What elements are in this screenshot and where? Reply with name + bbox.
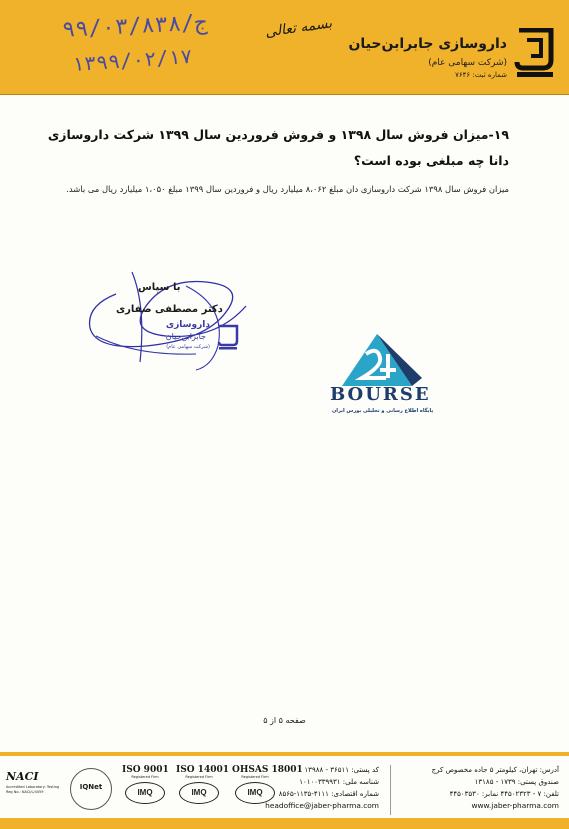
bourse-word: BOURSE [330,384,431,405]
cert-sub: Registered Firm [241,775,269,779]
imq-badge-icon: IMQ [235,782,275,804]
naci-subtitle: Accredited Laboratory: Testing [6,785,60,789]
page-number: صفحه ۵ از ۵ [263,716,306,725]
phone-fax: تلفن: ۷ - ۴۴۵۰۲۳۲۳ نمابر: ۴۴۵۰۳۵۳۰ [449,790,559,798]
stamp-logo-icon [216,324,240,350]
naci-accreditation [6,770,66,794]
naci-logo: NACI [6,770,39,783]
stamp-line-2: جابرابن‌حیان [165,332,206,341]
bourse-watermark [322,332,440,422]
company-info [348,36,507,79]
stamp-line-1: داروسازی [165,320,210,330]
cert-sub: Registered Firm [185,775,213,779]
cert-name: ISO 14001 [176,765,229,775]
footer-divider [0,752,569,756]
imq-badge-icon: IMQ [125,782,165,804]
national-id: شناسه ملی: ۱۰۱۰۰۳۳۹۹۳۱ [299,778,379,786]
bourse-logo-icon [322,332,440,388]
certifications [122,765,303,815]
cert-iso14001 [176,765,229,804]
address: آدرس: تهران، کیلومتر ۵ جاده مخصوص کرج [431,766,559,774]
bourse-subtitle: پایگاه اطلاع رسانی و تحلیلی بورس ایران [332,408,434,414]
footer-bottom-bar [0,818,569,829]
bismillah: بسمه تعالی [264,15,334,41]
company-type: (شرکت سهامی عام) [428,58,507,68]
footer-address [399,764,559,812]
cert-name: OHSAS 18001 [232,765,303,775]
iqnet-badge-icon [70,768,112,810]
cert-sub: Registered Firm [131,775,159,779]
economic-code: شماره اقتصادی: ۴۱۱۱-۱۱۳۵-۸۵۶۵ [278,790,379,798]
handwritten-reference: ج/۹۹/۰۳/۸۳۸ [61,10,209,43]
company-stamp [130,320,240,354]
question-text: ۱۹-میزان فروش سال ۱۳۹۸ و فروش فروردین سال ۱۳۹۹ شرکت داروسازی دانا چه مبلغی بوده است؟ [47,127,509,168]
closing-thanks: با سپاس [138,282,181,293]
jaber-logo-icon [513,28,557,78]
naci-reg: Reg No.: NACI/L/4059 [6,790,44,794]
cert-name: ISO 9001 [122,765,169,775]
company-name: داروسازی جابرابن‌حیان [348,36,507,52]
postal-code: کد پستی: ۳۶۵۱۱ - ۱۳۹۸۸ [304,766,379,774]
cert-ohsas18001 [232,765,303,804]
signature-block [88,268,248,378]
letter-body [30,122,509,194]
postal-box: صندوق پستی: ۱۷۳۹ - ۱۳۱۸۵ [474,778,559,786]
cert-iso9001 [122,765,168,804]
registration-number: شماره ثبت: ۷۶۴۶ [455,71,507,79]
iqnet-label: IQNet [79,783,103,791]
email-link[interactable]: headoffice@jaber-pharma.com [265,801,379,810]
website-link[interactable]: www.jaber-pharma.com [471,801,559,810]
answer-text: میزان فروش سال ۱۳۹۸ شرکت داروسازی دان مبلغ ۸،۰۶۲ میلیارد ریال و فروردین سال ۱۳۹۹ مبلغ ۱،۰۵۰ میلیارد ریال می باشد. [66,184,509,194]
imq-badge-icon: IMQ [179,782,219,804]
signer-name: دکتر مصطفی صفاری [116,304,223,315]
footer-separator [390,765,391,815]
handwritten-date: ۱۳۹۹/۰۲/۱۷ [71,43,194,77]
letterhead-header [0,0,569,95]
stamp-line-3: (شرکت سهامی عام) [166,344,210,350]
